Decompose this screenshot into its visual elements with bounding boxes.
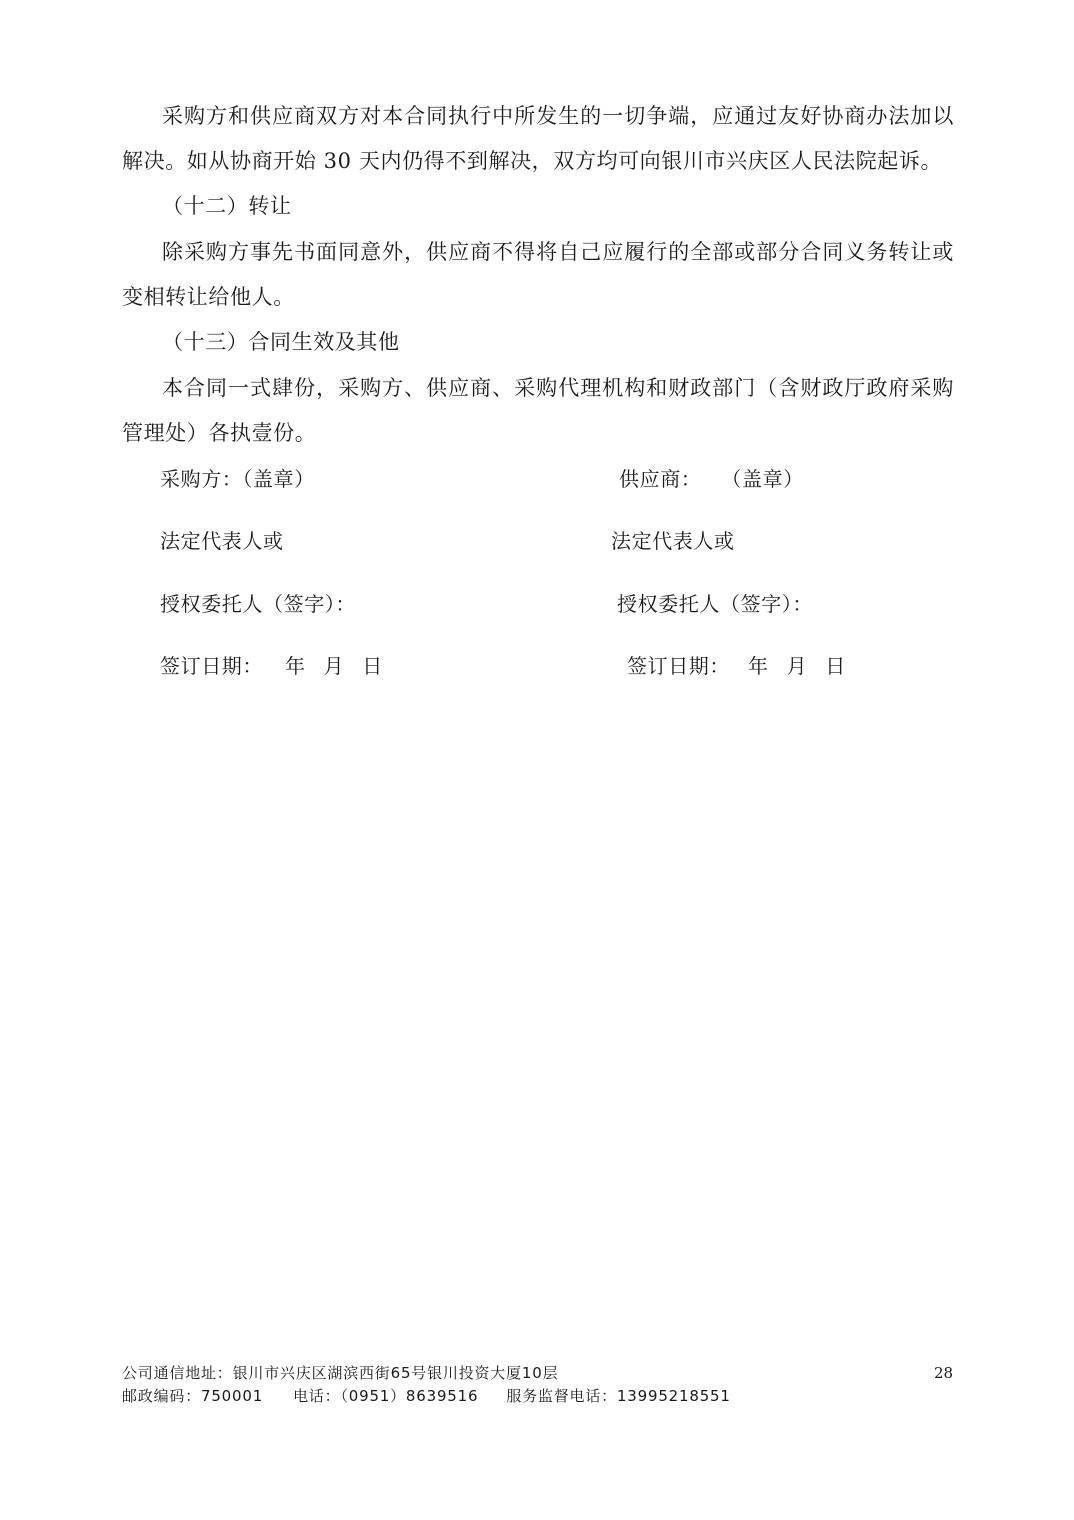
supplier-date-label: 签订日期： — [627, 654, 730, 678]
dispute-clause: 采购方和供应商双方对本合同执行中所发生的一切争端，应通过友好协商办法加以解决。如从协商开始 30 天内仍得不到解决，双方均可向银川市兴庆区人民法院起诉。 — [122, 104, 954, 173]
buyer-rep-label: 法定代表人或 — [160, 529, 284, 553]
effect-clause: 本合同一式肆份，采购方、供应商、采购代理机构和财政部门（含财政厅政府采购管理处）各执壹份。 — [122, 376, 954, 445]
buyer-day: 日 — [362, 654, 383, 678]
supplier-year: 年 — [748, 654, 769, 678]
buyer-party-label: 采购方：（盖章） — [160, 467, 315, 491]
buyer-agent-label: 授权委托人（签字）： — [160, 592, 356, 616]
supplier-month: 月 — [786, 654, 808, 678]
supplier-date-line — [627, 651, 846, 681]
buyer-date-line — [160, 651, 383, 681]
buyer-date-label: 签订日期： — [160, 654, 263, 678]
transfer-clause: 除采购方事先书面同意外，供应商不得将自己应履行的全部或部分合同义务转让或变相转让给他人。 — [122, 240, 954, 309]
footer-phone: 电话：（0951）8639516 — [293, 1387, 479, 1405]
supplier-seal-label: （盖章） — [721, 467, 804, 491]
supplier-agent-label: 授权委托人（签字）： — [617, 592, 813, 616]
page-footer — [122, 1362, 731, 1408]
buyer-year: 年 — [285, 654, 306, 678]
supplier-party-label: 供应商： — [619, 467, 702, 491]
footer-postcode: 邮政编码：750001 — [122, 1387, 264, 1405]
supplier-day: 日 — [825, 654, 846, 678]
footer-supervision-phone: 服务监督电话：13995218551 — [506, 1387, 731, 1405]
buyer-month: 月 — [323, 654, 345, 678]
transfer-heading: （十二）转让 — [162, 194, 292, 218]
footer-contact-row — [122, 1385, 731, 1408]
effect-heading: （十三）合同生效及其他 — [162, 330, 400, 354]
supplier-party-line — [619, 464, 804, 494]
page-number: 28 — [934, 1364, 954, 1382]
footer-address: 公司通信地址：银川市兴庆区湖滨西街65号银川投资大厦10层 — [122, 1364, 559, 1382]
supplier-rep-label: 法定代表人或 — [611, 529, 735, 553]
